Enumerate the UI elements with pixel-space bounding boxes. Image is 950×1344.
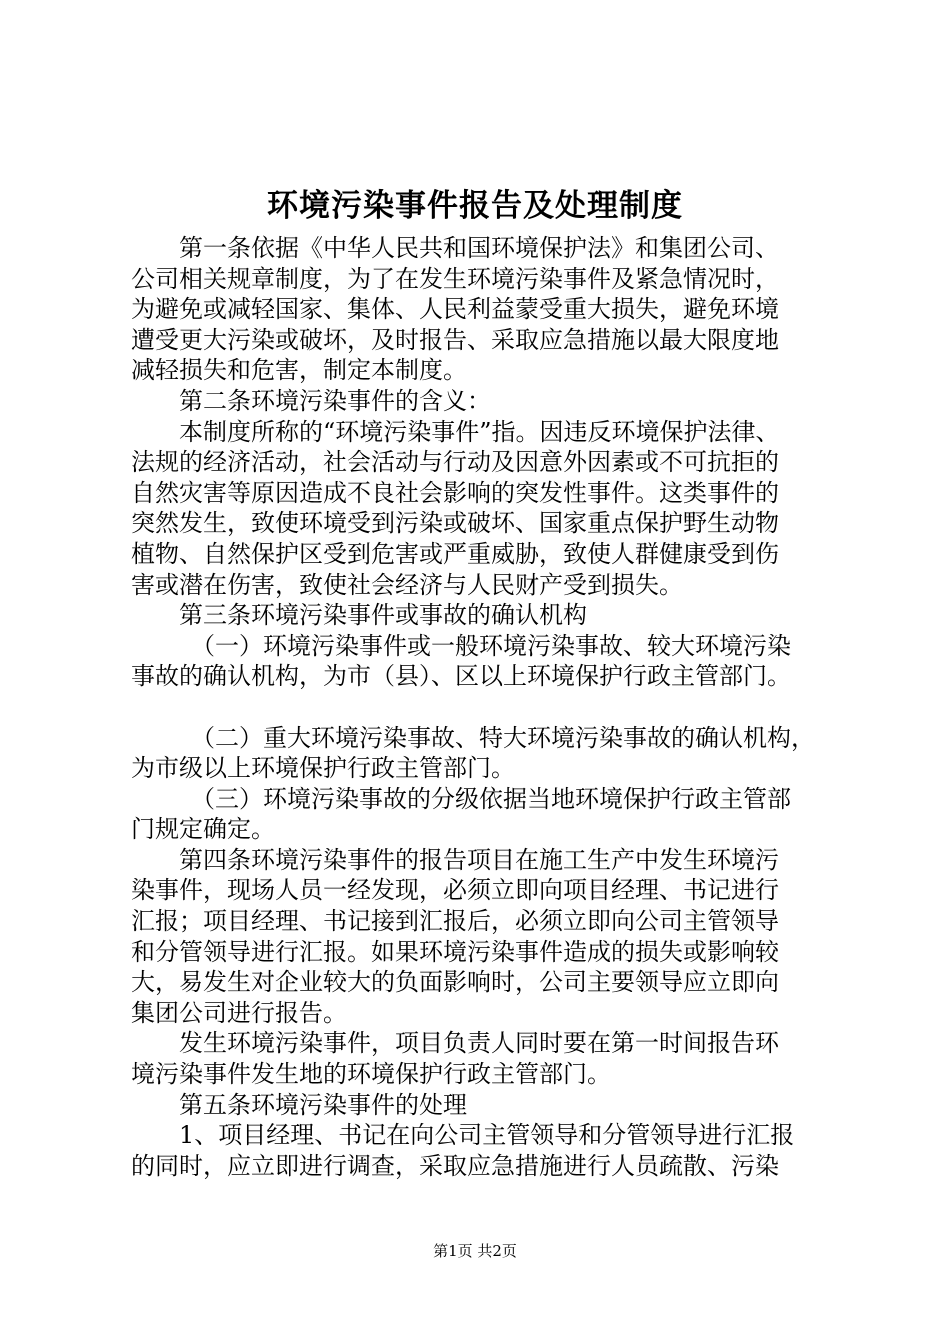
body-line: 大，易发生对企业较大的负面影响时，公司主要领导应立即向 <box>131 968 779 997</box>
body-line: 第三条环境污染事件或事故的确认机构 <box>179 601 587 630</box>
body-line: 减轻损失和危害，制定本制度。 <box>131 356 467 385</box>
body-line: （二）重大环境污染事故、特大环境污染事故的确认机构， <box>191 723 815 752</box>
body-line: 公司相关规章制度，为了在发生环境污染事件及紧急情况时， <box>131 264 779 293</box>
body-line: 为避免或减轻国家、集体、人民利益蒙受重大损失，避免环境 <box>131 295 779 324</box>
document-title: 环境污染事件报告及处理制度 <box>267 188 683 224</box>
body-line: 第五条环境污染事件的处理 <box>179 1090 467 1119</box>
body-line: （一）环境污染事件或一般环境污染事故、较大环境污染 <box>191 631 791 660</box>
body-line: 的同时，应立即进行调查，采取应急措施进行人员疏散、污染 <box>131 1151 779 1180</box>
body-line: 法规的经济活动，社会活动与行动及因意外因素或不可抗拒的 <box>131 448 779 477</box>
body-line: 境污染事件发生地的环境保护行政主管部门。 <box>131 1060 611 1089</box>
body-line: 遭受更大污染或破坏，及时报告、采取应急措施以最大限度地 <box>131 325 779 354</box>
body-line: 汇报；项目经理、书记接到汇报后，必须立即向公司主管领导 <box>131 907 779 936</box>
body-line: 为市级以上环境保护行政主管部门。 <box>131 754 515 783</box>
body-line: 第一条依据《中华人民共和国环境保护法》和集团公司、 <box>179 234 779 262</box>
body-line: 发生环境污染事件，项目负责人同时要在第一时间报告环 <box>179 1029 779 1058</box>
body-line: 染事件，现场人员一经发现，必须立即向项目经理、书记进行 <box>131 876 779 905</box>
body-line: 害或潜在伤害，致使社会经济与人民财产受到损失。 <box>131 570 683 599</box>
body-line: 第二条环境污染事件的含义： <box>179 386 491 415</box>
body-line: 集团公司进行报告。 <box>131 998 347 1027</box>
body-line: 植物、自然保护区受到危害或严重威胁，致使人群健康受到伤 <box>131 539 779 568</box>
body-line: 事故的确认机构，为市（县）、区以上环境保护行政主管部门。 <box>131 662 791 691</box>
body-line: （三）环境污染事故的分级依据当地环境保护行政主管部 <box>191 784 791 813</box>
body-line: 1、项目经理、书记在向公司主管领导和分管领导进行汇报 <box>179 1121 795 1150</box>
body-line: 本制度所称的“环境污染事件”指。因违反环境保护法律、 <box>179 417 780 446</box>
body-line: 突然发生，致使环境受到污染或破坏、国家重点保护野生动物 <box>131 509 779 538</box>
body-line: 门规定确定。 <box>131 815 275 844</box>
document-body <box>131 233 836 1181</box>
body-line: 和分管领导进行汇报。如果环境污染事件造成的损失或影响较 <box>131 937 779 966</box>
body-line: 第四条环境污染事件的报告项目在施工生产中发生环境污 <box>179 845 779 874</box>
body-line: 自然灾害等原因造成不良社会影响的突发性事件。这类事件的 <box>131 478 779 507</box>
page-footer: 第1页 共2页 <box>433 1242 517 1260</box>
blank-line <box>131 692 836 723</box>
